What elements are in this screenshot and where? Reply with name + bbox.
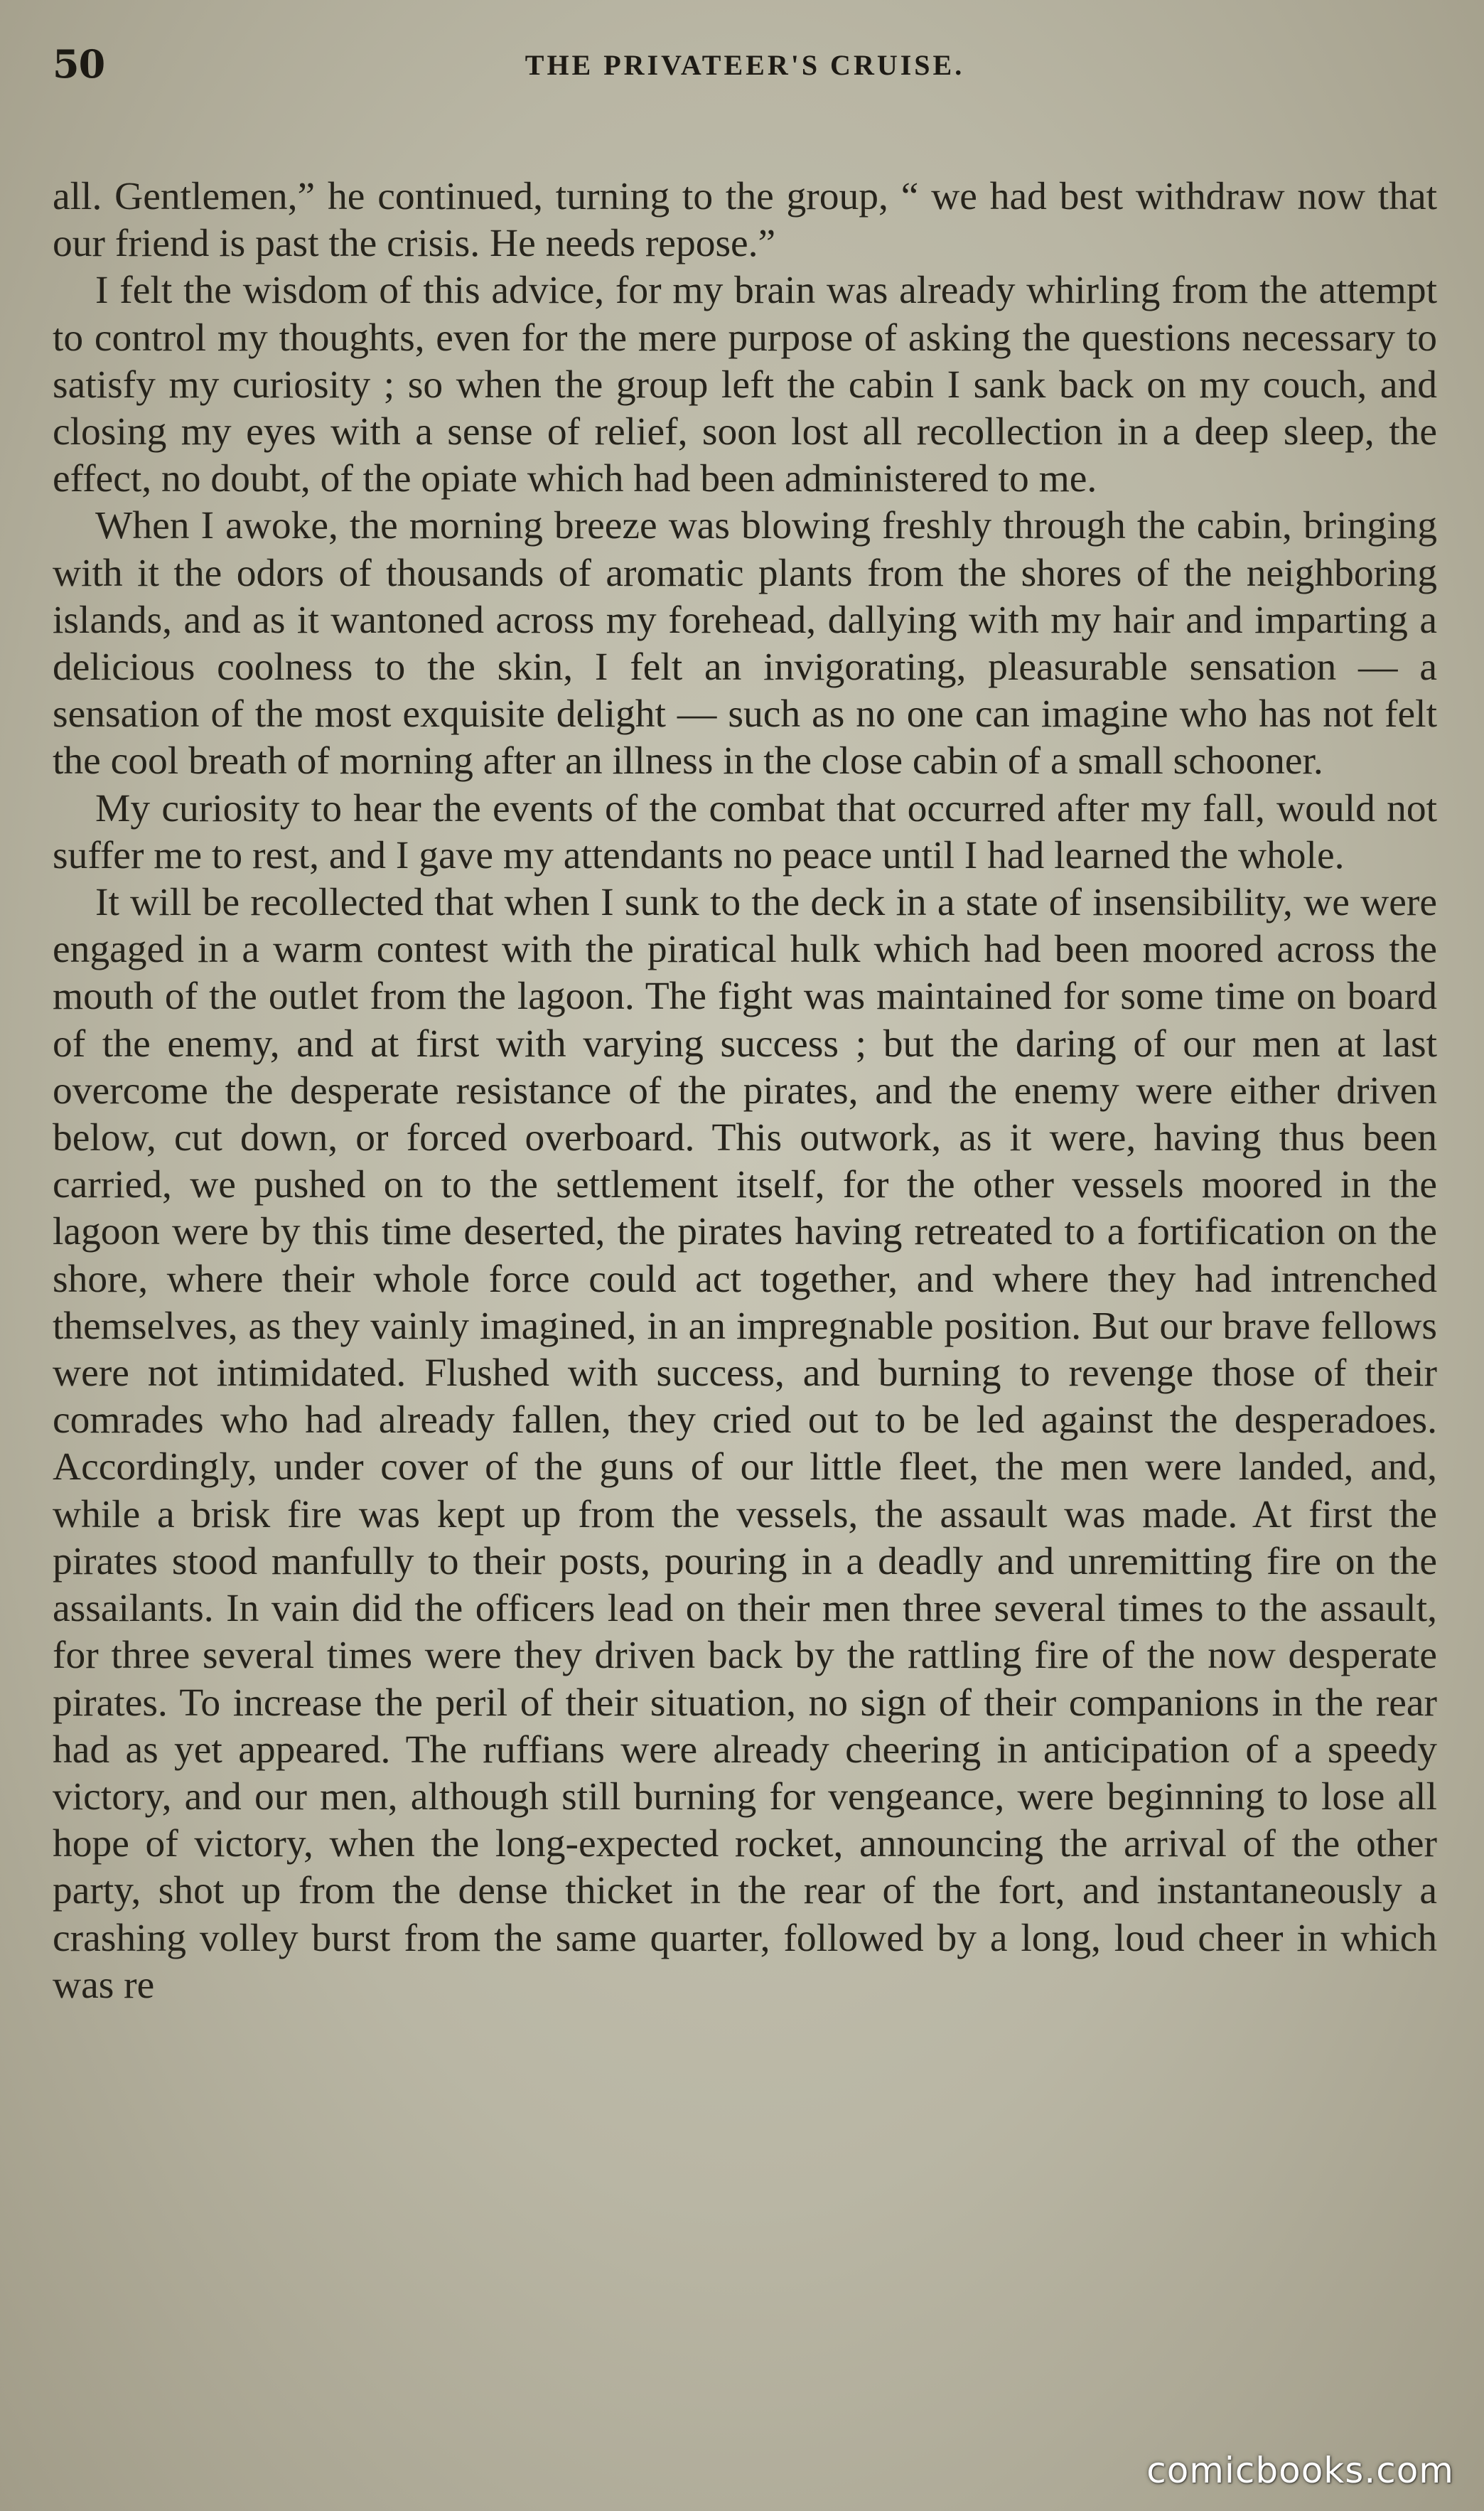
running-head: THE PRIVATEER'S CRUISE. (525, 49, 965, 81)
paragraph: When I awoke, the morning breeze was blowing freshly through the cabin, bringing with it the odors of thousands of aromatic plants from the shores of the neighboring islands, and as it wantoned across my forehead, dallying with my hair and imparting a delicious coolness to the skin, I felt an invigorating, pleasurable sensation — a sensation of the most exquisite delight — such as no one can imagine who has not felt the cool breath of morning after an illness in the close cabin of a small schooner. (53, 504, 1437, 783)
paragraph: I felt the wisdom of this advice, for my brain was already whirling from the attempt to control my thoughts, even for the mere purpose of asking the questions necessary to satisfy my curiosity ; so when the group left the cabin I sank back on my couch, and closing my eyes with a sense of relief, soon lost all recollection in a deep sleep, the effect, no doubt, of the opiate which had been administered to me. (53, 269, 1437, 501)
paragraph: It will be recollected that when I sunk to the deck in a state of insensibility, we were engaged in a warm contest with the piratical hulk which had been moored across the mouth of the outlet from the lagoon. The fight was maintained for some time on board of the enemy, and at first with varying success ; but the daring of our men at last overcome the desperate resistance of the pirates, and the enemy were either driven below, cut down, or forced overboard. This outwork, as it were, having thus been carried, we pushed on to the settlement itself, for the other vessels moored in the lagoon were by this time deserted, the pirates having retreated to a fortification on the shore, where their whole force could act together, and where they had intrenched themselves, as they vainly imagined, in an impregnable position. But our brave fellows were not intimidated. Flushed with success, and burning to revenge those of their comrades who had already fallen, they cried out to be led against the desperadoes. Accordingly, under cover of the guns of our little fleet, the men were landed, and, while a brisk fire was kept up from the vessels, the assault was made. At first the pirates stood manfully to their posts, pouring in a deadly and unremitting fire on the assailants. In vain did the officers lead on their men three several times to the assault, for three several times were they driven back by the rattling fire of the now desperate pirates. To increase the peril of their situation, no sign of their companions in the rear had as yet appeared. The ruffians were already cheering in anticipation of a speedy victory, and our men, although still burning for vengeance, were beginning to lose all hope of victory, when the long-expected rocket, announcing the arrival of the other party, shot up from the dense thicket in the rear of the fort, and instantaneously a crashing volley burst from the same quarter, followed by a long, loud cheer in which was re (53, 881, 1437, 2007)
page-number: 50 (53, 41, 105, 87)
paragraph-continued: all. Gentlemen,” he continued, turning to the group, “ we had best withdraw now that our friend is past the crisis. He needs repose.” (53, 175, 1437, 266)
watermark-logo: comicbooks.com (1146, 2450, 1454, 2491)
page-header (53, 36, 1437, 100)
body-text (53, 173, 1437, 2009)
paragraph: My curiosity to hear the events of the combat that occurred after my fall, would not suffer me to rest, and I gave my attendants no peace until I had learned the whole. (53, 786, 1437, 877)
